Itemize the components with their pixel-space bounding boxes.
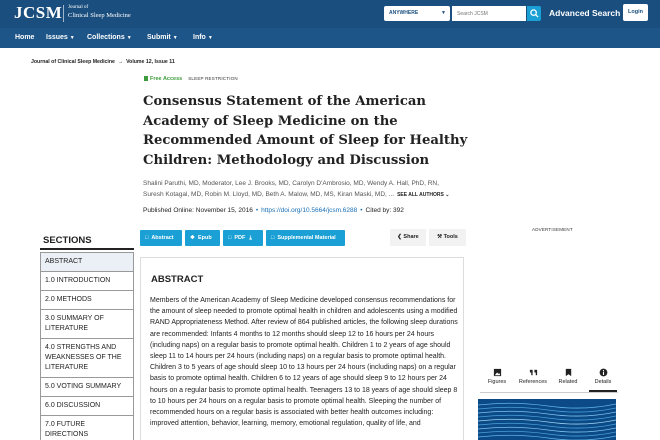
epub-icon: ❖ — [190, 235, 195, 241]
journal-name[interactable] — [68, 4, 131, 20]
advertisement-label: ADVERTISEMENT — [532, 227, 573, 232]
section-link-future[interactable]: 7.0 FUTURE DIRECTIONS — [41, 416, 133, 440]
supplemental-button-label: Supplemental Material — [277, 235, 336, 241]
download-icon: ⤓ — [249, 235, 252, 241]
logo-divider — [63, 5, 64, 22]
abstract-text: Members of the American Academy of Sleep Medicine developed consensus recommendations for the amount of sleep needed to promote optimal health in children and adolescents using a modified RAND Appropriateness Method. After review of 864 published articles, the following sleep durations are recommended: Infants 4 months to 12 months should sleep 12 to 16 hours per 24 hours (including naps) on a regular basis to promote optimal health. Children 1 to 2 years of age should sleep 11 to 14 hours per 24 hours (including naps) on a regular basis to promote optimal health. Children 3 to 5 years of age should sleep 10 to 13 hours per 24 hours (including naps) on a regular basis to promote optimal health. Children 6 to 12 years of age should sleep 9 to 12 hours per 24 hours on a regular basis to promote optimal health. Teenagers 13 to 18 years of age should sleep 8 to 10 hours per 24 hours on a regular basis to promote optimal health. Sleeping the number of recommended hours on a regular basis is associated with better health outcomes including: improved attention, behavior, learning, memory, emotional regulation, quality of life, and — [150, 297, 458, 428]
abstract-heading: ABSTRACT — [151, 274, 204, 285]
advanced-search-link[interactable]: Advanced Search — [549, 8, 621, 18]
pdf-button[interactable] — [223, 230, 263, 246]
breadcrumb — [31, 59, 175, 65]
nav-collections-label: Collections — [87, 34, 125, 41]
supplemental-material-button[interactable] — [266, 230, 345, 246]
search-icon — [530, 9, 539, 18]
cited-by[interactable]: Cited by: 392 — [365, 207, 404, 214]
see-all-authors-label: SEE ALL AUTHORS — [397, 191, 444, 198]
journal-name-line2: Clinical Sleep Medicine — [68, 12, 131, 19]
nav-info-label: Info — [193, 34, 206, 41]
journal-name-line1: Journal of — [68, 5, 89, 10]
pdf-icon: □ — [228, 235, 232, 241]
share-button-label: Share — [403, 234, 419, 240]
nav-info[interactable] — [193, 34, 213, 41]
nav-home-label: Home — [15, 34, 35, 41]
details-tab[interactable] — [591, 368, 615, 385]
published-date: Published Online: November 15, 2016 — [143, 207, 253, 214]
search-scope-value: ANYWHERE — [389, 10, 419, 16]
separator-dot: • — [255, 207, 259, 214]
tools-button[interactable] — [429, 229, 466, 246]
document-icon: □ — [145, 235, 149, 241]
section-link-introduction[interactable]: 1.0 INTRODUCTION — [41, 272, 133, 291]
topic-tag[interactable]: SLEEP RESTRICTION — [188, 76, 238, 81]
active-tab-indicator — [589, 390, 617, 392]
related-tab-label: Related — [558, 379, 578, 385]
figures-tab-label: Figures — [487, 379, 507, 385]
sections-heading: SECTIONS — [43, 235, 92, 246]
references-tab-label: References — [518, 379, 548, 385]
see-all-authors-toggle[interactable] — [397, 192, 449, 198]
journal-logo[interactable]: JCSM — [14, 3, 63, 22]
share-button[interactable] — [390, 229, 426, 246]
abstract-button[interactable] — [140, 230, 182, 246]
references-tab[interactable] — [516, 368, 550, 385]
details-tab-label: Details — [594, 379, 612, 385]
figures-tab[interactable] — [486, 368, 508, 385]
chevron-right-icon: → — [117, 59, 124, 65]
chevron-down-icon: ▼ — [441, 10, 446, 16]
chevron-down-icon: ⌄ — [445, 191, 450, 198]
attachment-icon: □ — [271, 235, 275, 241]
publication-info — [143, 207, 404, 214]
login-button[interactable]: Login — [623, 4, 648, 21]
epub-button[interactable] — [185, 230, 220, 246]
search-scope-select[interactable] — [384, 6, 450, 21]
author-list — [143, 179, 453, 200]
article-title: Consensus Statement of the American Academy of Sleep Medicine on the Recommended Amount of Sleep for Healthy Children: Methodology and Discussion — [143, 94, 468, 168]
author-names[interactable]: Shalini Paruthi, MD, Moderator, Lee J. Brooks, MD, Carolyn D'Ambrosio, MD, Wendy A. Hall, PhD, RN, Suresh Kotagal, MD, Robin M. Lloyd, MD, Beth A. Malow, MD, MS, Kiran Maski, MD, ... — [143, 180, 439, 198]
search-button[interactable] — [527, 6, 541, 21]
free-access-badge: Free Access — [150, 76, 183, 82]
quote-icon — [529, 368, 538, 377]
cover-image[interactable] — [478, 399, 616, 440]
sections-list — [40, 252, 134, 440]
nav-issues[interactable] — [46, 34, 75, 41]
wrench-icon: ⚒ — [437, 234, 443, 240]
chevron-down-icon: ▼ — [207, 35, 213, 41]
epub-button-label: Epub — [197, 235, 212, 241]
breadcrumb-issue[interactable]: Volume 12, Issue 11 — [126, 59, 175, 65]
section-link-abstract[interactable]: ABSTRACT — [41, 253, 133, 272]
search-input[interactable] — [452, 6, 526, 21]
nav-submit-label: Submit — [147, 34, 171, 41]
bookmark-icon — [564, 368, 573, 377]
tools-divider — [480, 392, 618, 393]
nav-submit[interactable] — [147, 34, 178, 41]
image-icon — [493, 368, 502, 377]
section-link-summary[interactable]: 3.0 SUMMARY OF LITERATURE — [41, 310, 133, 339]
main-nav — [0, 28, 660, 48]
sections-divider — [40, 248, 134, 250]
breadcrumb-journal[interactable]: Journal of Clinical Sleep Medicine — [31, 59, 115, 65]
related-tab[interactable] — [556, 368, 580, 385]
share-icon: ❮ — [397, 234, 402, 240]
section-link-methods[interactable]: 2.0 METHODS — [41, 291, 133, 310]
info-icon — [599, 368, 608, 377]
section-link-voting[interactable]: 5.0 VOTING SUMMARY — [41, 378, 133, 397]
chevron-down-icon: ▼ — [69, 35, 75, 41]
nav-home[interactable] — [15, 34, 34, 41]
unlock-icon — [144, 76, 148, 81]
access-badges — [144, 76, 238, 82]
doi-link[interactable]: https://doi.org/10.5664/jcsm.6288 — [261, 207, 358, 214]
nav-issues-label: Issues — [46, 34, 68, 41]
top-header — [0, 0, 660, 28]
wave-pattern-graphic — [478, 399, 616, 440]
separator-dot: • — [360, 207, 363, 214]
abstract-button-label: Abstract — [151, 235, 174, 241]
nav-collections[interactable] — [87, 34, 132, 41]
pdf-button-label: PDF — [234, 235, 246, 241]
tools-button-label: Tools — [443, 234, 458, 240]
section-link-strengths[interactable]: 4.0 STRENGTHS AND WEAKNESSES OF THE LITERATURE — [41, 339, 133, 378]
section-link-discussion[interactable]: 6.0 DISCUSSION — [41, 397, 133, 416]
chevron-down-icon: ▼ — [126, 35, 132, 41]
chevron-down-icon: ▼ — [172, 35, 178, 41]
